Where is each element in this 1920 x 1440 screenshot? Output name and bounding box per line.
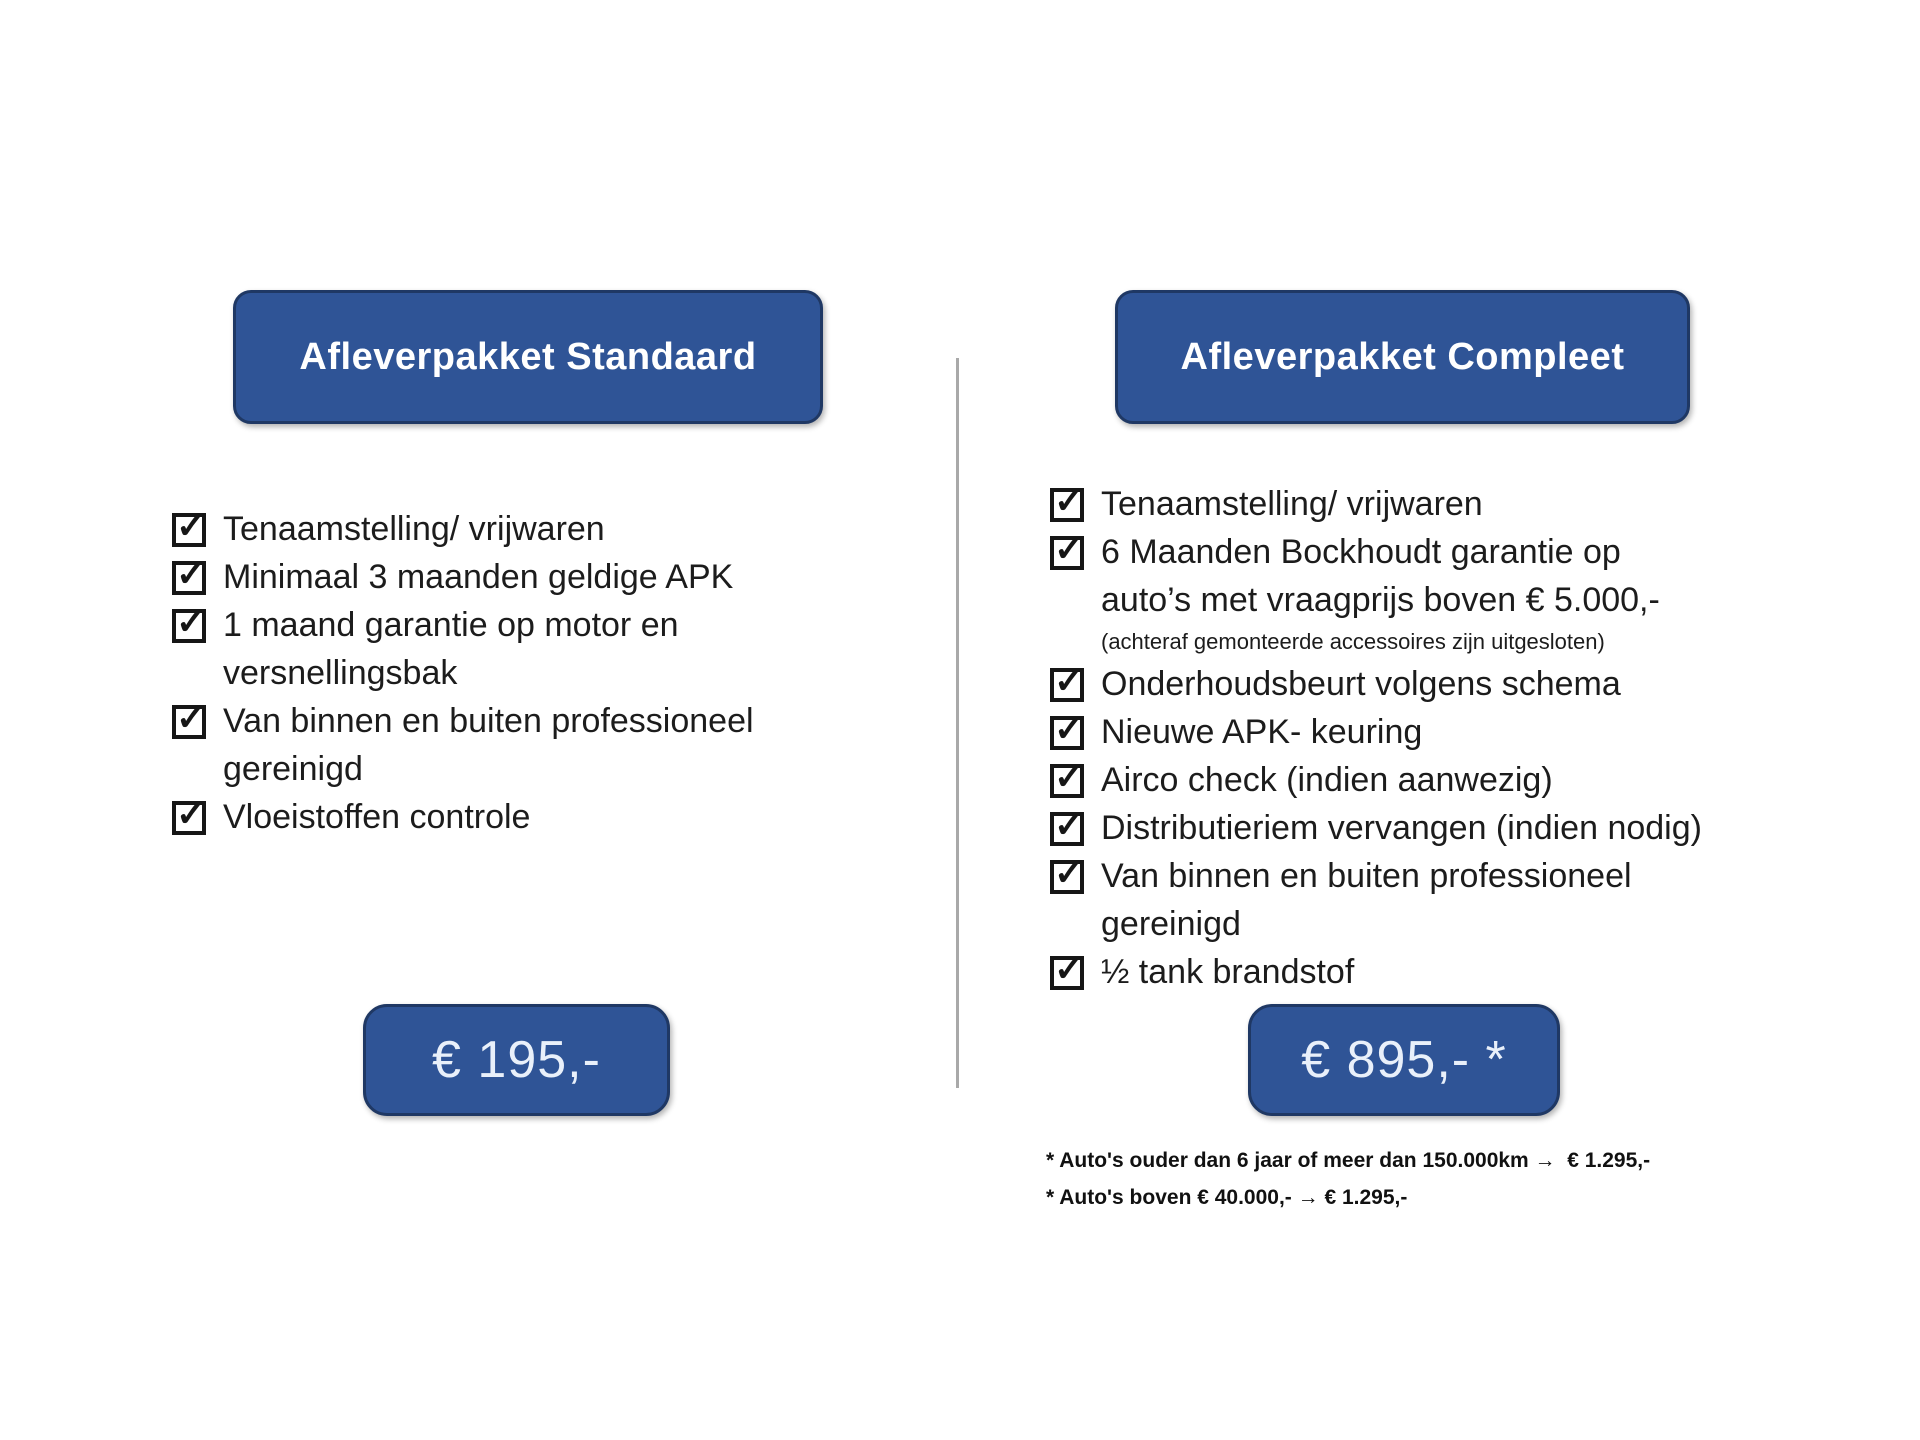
checklist-item-label: Van binnen en buiten professioneel gereinigd (223, 702, 754, 788)
checklist-item-label: Nieuwe APK- keuring (1101, 713, 1423, 751)
checklist-item-label: Onderhoudsbeurt volgens schema (1101, 665, 1621, 703)
check-icon: ✓ (176, 793, 207, 834)
package-title: Afleverpakket Standaard (299, 335, 757, 378)
checklist-item (1050, 708, 1750, 756)
check-icon: ✓ (1054, 708, 1085, 749)
checklist-item (172, 553, 837, 601)
package-compleet-title-box (1115, 290, 1690, 424)
check-icon: ✓ (1054, 528, 1085, 569)
check-icon: ✓ (1054, 948, 1085, 989)
price-label: € 195,- (432, 1031, 601, 1089)
check-icon: ✓ (1054, 756, 1085, 797)
check-icon: ✓ (1054, 480, 1085, 521)
checklist-item (1050, 528, 1750, 660)
price-footnote: * Auto's boven € 40.000,- → € 1.295,- (1046, 1186, 1408, 1209)
checklist-item-label: Tenaamstelling/ vrijwaren (1101, 485, 1483, 523)
check-icon: ✓ (1054, 852, 1085, 893)
checked-checkbox-icon (1050, 948, 1085, 990)
checked-checkbox-icon (1050, 804, 1085, 846)
checklist-item-label: 6 Maanden Bockhoudt garantie op auto’s met vraagprijs boven € 5.000,- (achteraf gemonteerde accessoires zijn uitgesloten) (1101, 528, 1660, 660)
checklist-item-label: Tenaamstelling/ vrijwaren (223, 510, 605, 548)
checklist-item (172, 601, 837, 697)
column-divider (956, 358, 959, 1088)
package-standaard-title-box (233, 290, 823, 424)
checklist-item-label: ½ tank brandstof (1101, 953, 1355, 991)
checked-checkbox-icon (172, 697, 207, 739)
checklist-item (1050, 756, 1750, 804)
checklist-item (1050, 804, 1750, 852)
check-icon: ✓ (1054, 660, 1085, 701)
checklist-item-label: Distributieriem vervangen (indien nodig) (1101, 809, 1702, 847)
check-icon: ✓ (176, 505, 207, 546)
checked-checkbox-icon (1050, 756, 1085, 798)
checked-checkbox-icon (1050, 660, 1085, 702)
check-icon: ✓ (176, 697, 207, 738)
check-icon: ✓ (1054, 804, 1085, 845)
checked-checkbox-icon (172, 793, 207, 835)
checklist-item-label: Airco check (indien aanwezig) (1101, 761, 1553, 799)
checklist-item-label: Vloeistoffen controle (223, 798, 531, 836)
checklist-item-label: 1 maand garantie op motor en versnellingsbak (223, 606, 679, 692)
checklist-item (172, 505, 837, 553)
checklist-item-label: Van binnen en buiten professioneel gereinigd (1101, 857, 1632, 943)
price-footnote: * Auto's ouder dan 6 jaar of meer dan 150.000km → € 1.295,- (1046, 1149, 1651, 1172)
checked-checkbox-icon (172, 601, 207, 643)
checklist-item (1050, 660, 1750, 708)
checked-checkbox-icon (1050, 480, 1085, 522)
checklist-item (172, 793, 837, 841)
checked-checkbox-icon (1050, 528, 1085, 570)
checked-checkbox-icon (172, 505, 207, 547)
package-standaard-price-box (363, 1004, 670, 1116)
checklist-item-note: (achteraf gemonteerde accessoires zijn uitgesloten) (1101, 629, 1605, 654)
check-icon: ✓ (176, 553, 207, 594)
checklist-item (172, 697, 837, 793)
checked-checkbox-icon (1050, 708, 1085, 750)
checklist-item (1050, 852, 1750, 948)
package-compleet-price-box (1248, 1004, 1560, 1116)
checklist-item (1050, 480, 1750, 528)
package-title: Afleverpakket Compleet (1180, 335, 1625, 378)
price-footnotes (1046, 1142, 1650, 1216)
package-compleet-checklist (1050, 480, 1750, 996)
check-icon: ✓ (176, 601, 207, 642)
checked-checkbox-icon (172, 553, 207, 595)
checklist-item (1050, 948, 1750, 996)
checked-checkbox-icon (1050, 852, 1085, 894)
package-standaard-checklist (172, 505, 837, 841)
price-label: € 895,- * (1301, 1031, 1507, 1089)
checklist-item-label: Minimaal 3 maanden geldige APK (223, 558, 734, 596)
